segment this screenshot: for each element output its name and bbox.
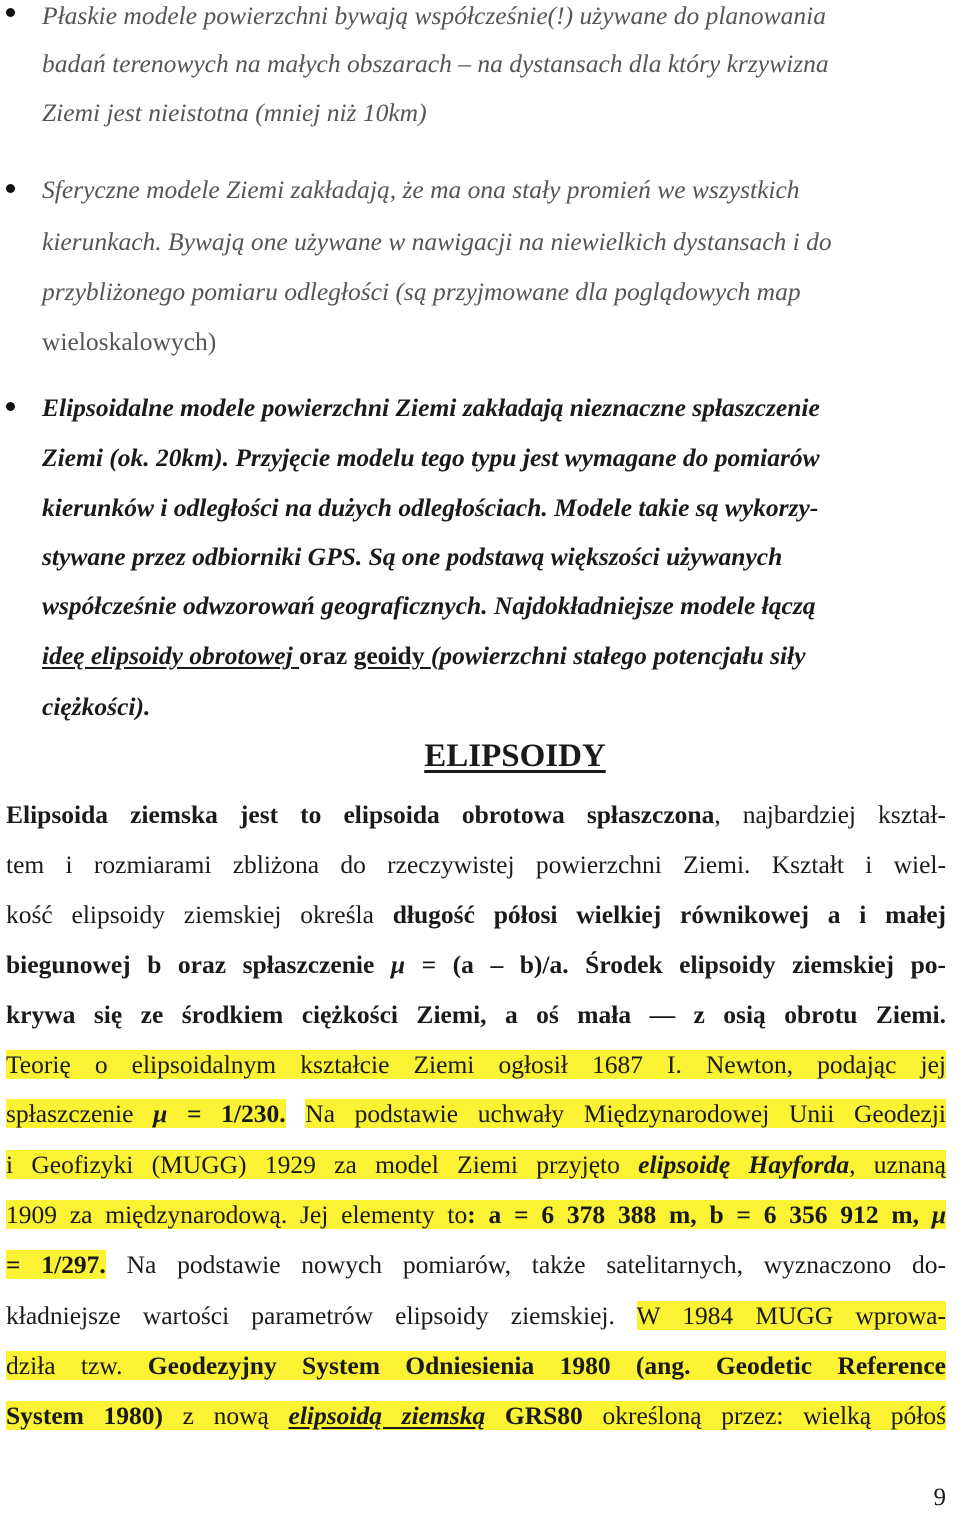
text-line: kładniejsze wartości parametrów elipsoidy ziemskiej. W 1984 MUGG wprowa- (6, 1301, 946, 1330)
text-line: Płaskie modele powierzchni bywają współcześnie(!) używane do planowania (42, 1, 827, 30)
bullet-dot-icon (6, 184, 15, 193)
text-line: badań terenowych na małych obszarach – na dystansach dla który krzywizna (42, 49, 829, 78)
text-line: Sferyczne modele Ziemi zakładają, że ma ona stały promień we wszystkich (42, 175, 800, 204)
text-line: kierunków i odległości na dużych odległościach. Modele takie są wykorzy- (42, 493, 819, 522)
text-line: i Geofizyki (MUGG) 1929 za model Ziemi przyjęto elipsoidę Hayforda, uznaną (6, 1150, 946, 1179)
text-line: Ziemi jest nieistotna (mniej niż 10km) (42, 98, 427, 127)
text-line: krywa się ze środkiem ciężkości Ziemi, a oś mała — z osią obrotu Ziemi. (6, 1000, 946, 1029)
bullet-dot-icon (6, 402, 15, 411)
link-ellipsoid[interactable]: ideę elipsoidy obrotowej (42, 641, 300, 670)
text-line: tem i rozmiarami zbliżona do rzeczywistej powierzchni Ziemi. Kształt i wiel- (6, 850, 946, 879)
text-line: 1909 za międzynarodową. Jej elementy to: a = 6 378 388 m, b = 6 356 912 m, μ (6, 1200, 946, 1229)
text-line: Ziemi (ok. 20km). Przyjęcie modelu tego typu jest wymagane do pomiarów (42, 443, 820, 472)
link-geoid[interactable]: geoidy (353, 641, 431, 670)
section-heading: ELIPSOIDY (424, 738, 606, 774)
text-line: kierunkach. Bywają one używane w nawigacji na niewielkich dystansach i do (42, 227, 832, 256)
text-line: dziła tzw. Geodezyjny System Odniesienia 1980 (ang. Geodetic Reference (6, 1351, 946, 1380)
text-line: ideę elipsoidy obrotowej oraz geoidy (powierzchni stałego potencjału siły (42, 641, 806, 670)
page-number: 9 (933, 1484, 946, 1511)
text-line: stywane przez odbiorniki GPS. Są one podstawą większości używanych (42, 542, 783, 571)
text-line: Teorię o elipsoidalnym kształcie Ziemi ogłosił 1687 I. Newton, podając jej (6, 1050, 946, 1079)
text-line: System 1980) z nową elipsoidą ziemską GRS80 określoną przez: wielką półoś (6, 1401, 946, 1430)
text-line: ciężkości). (42, 692, 151, 721)
text-line: spłaszczenie μ = 1/230. Na podstawie uchwały Międzynarodowej Unii Geodezji (6, 1099, 946, 1128)
text-line: = 1/297. Na podstawie nowych pomiarów, także satelitarnych, wyznaczono do- (6, 1250, 946, 1279)
text-line: biegunowej b oraz spłaszczenie μ = (a – b)/a. Środek elipsoidy ziemskiej po- (6, 950, 946, 979)
text-line: wieloskalowych) (42, 327, 217, 356)
text-line: przybliżonego pomiaru odległości (są przyjmowane dla poglądowych map (42, 277, 801, 306)
bullet-dot-icon (6, 8, 15, 17)
text-line: Elipsoidalne modele powierzchni Ziemi zakładają nieznaczne spłaszczenie (42, 393, 820, 422)
text-line: współcześnie odwzorowań geograficznych. Najdokładniejsze modele łączą (42, 591, 816, 620)
text-line: kość elipsoidy ziemskiej określa długość półosi wielkiej równikowej a i małej (6, 900, 947, 929)
text-line: Elipsoida ziemska jest to elipsoida obrotowa spłaszczona, najbardziej kształ- (6, 800, 947, 829)
